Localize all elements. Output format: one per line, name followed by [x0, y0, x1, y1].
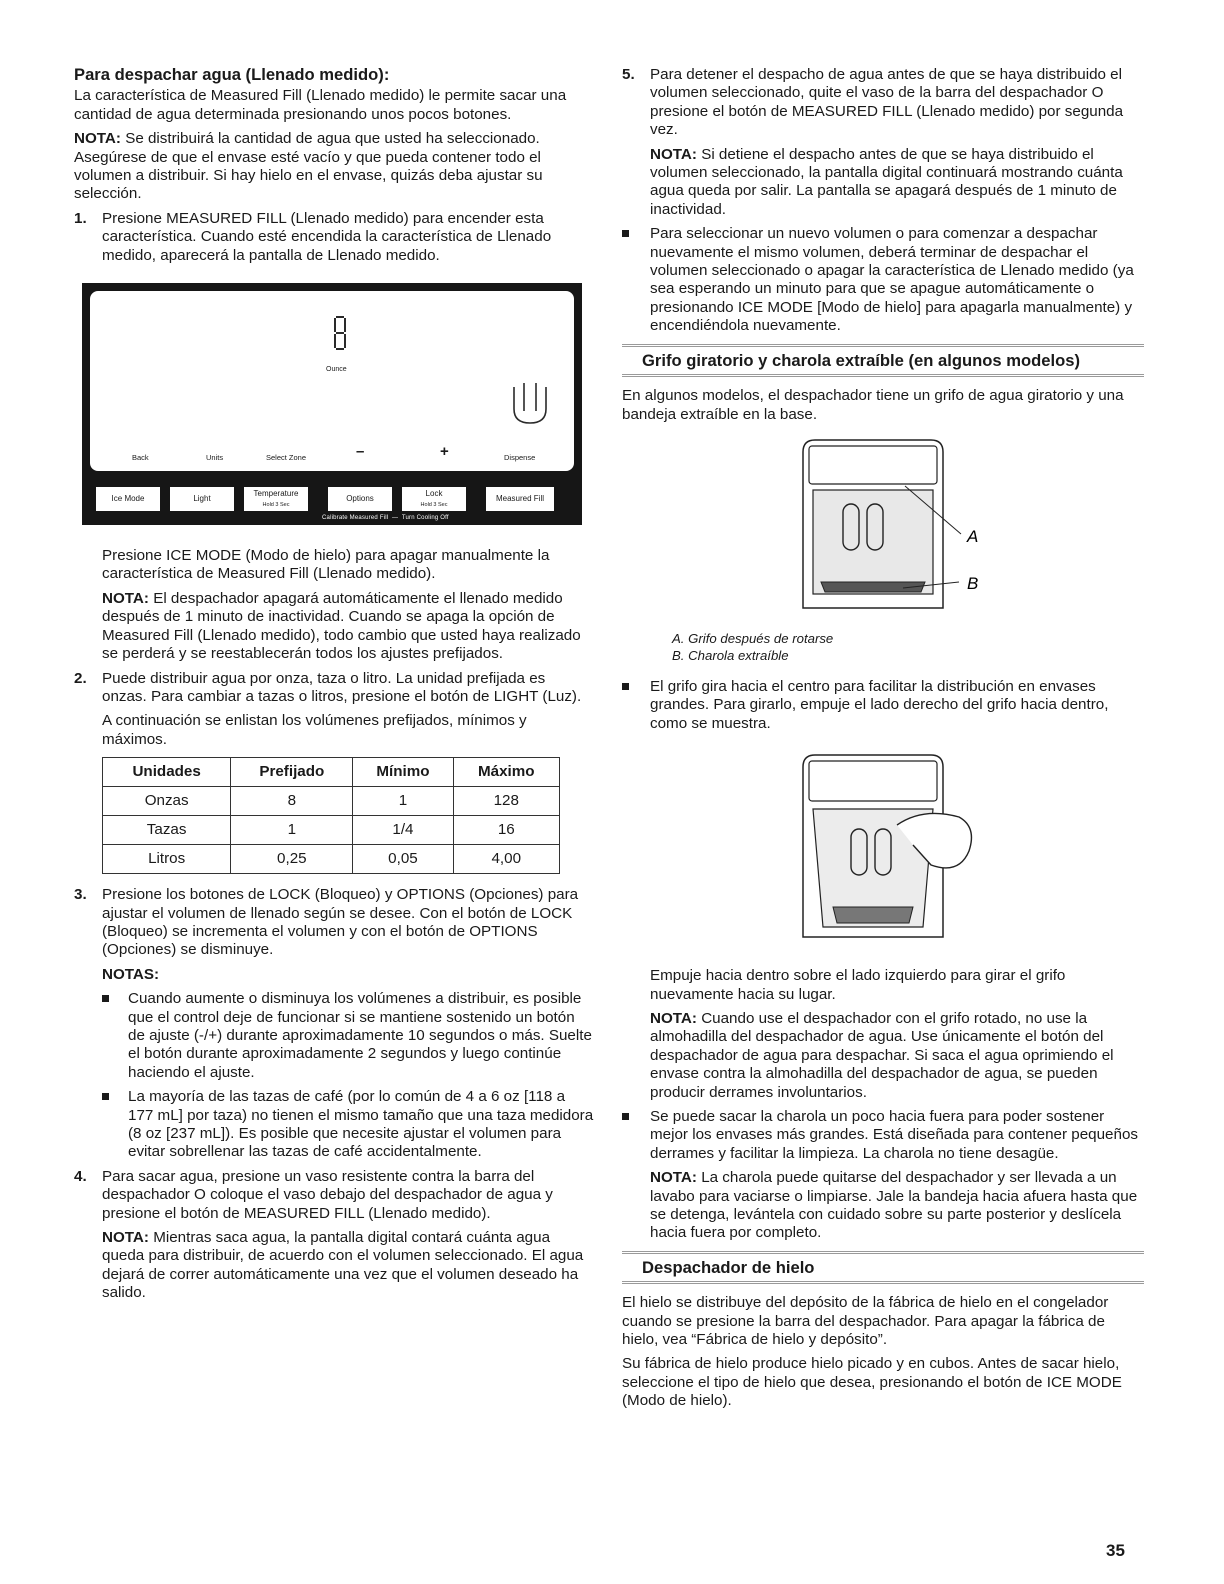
list-item	[622, 225, 1144, 335]
bullet-icon	[622, 683, 629, 690]
note-paragraph	[74, 130, 594, 204]
ice-paragraph-2: Su fábrica de hielo produce hielo picado y en cubos. Antes de sacar hielo, seleccione el tipo de hielo que desea, presionando el botón de ICE MODE (Modo de hielo).	[622, 1355, 1122, 1410]
step-2	[74, 670, 594, 707]
notas-label: NOTAS:	[102, 965, 160, 983]
section-heading-measured-fill: Para despachar agua (Llenado medido):	[74, 65, 390, 84]
step-1	[74, 210, 594, 265]
note-paragraph-5	[622, 146, 1144, 220]
list-item	[102, 1088, 594, 1162]
table-row	[103, 845, 560, 874]
control-panel-illustration	[82, 283, 582, 525]
section-heading-hielo: Despachador de hielo	[622, 1251, 1144, 1284]
caption-b: B. Charola extraíble	[672, 647, 789, 663]
note-paragraph-2	[74, 590, 594, 664]
caption-a: A. Grifo después de rotarse	[672, 630, 834, 646]
step-text: Presione MEASURED FILL (Llenado medido) para encender esta característica. Cuando esté encendida la característica de Llenado medido, aparecerá la pantalla de Llenado medido.	[102, 209, 552, 264]
step-text: Presione los botones de LOCK (Bloqueo) y OPTIONS (Opciones) para ajustar el volumen de llenado según se desee. Con el botón de LOCK (Bloqueo) se incrementa el volumen y con el botón de OPTIONS (Opciones) se disminuye.	[102, 886, 579, 959]
bullet-icon	[102, 995, 109, 1002]
select-zone-label[interactable]: Select Zone	[266, 453, 307, 463]
calibrate-label: Calibrate Measured Fill	[322, 515, 389, 522]
table-cell: 128	[453, 787, 559, 816]
table-header: Máximo	[453, 758, 559, 787]
plus-label[interactable]: +	[440, 443, 449, 461]
table-header: Prefijado	[231, 758, 353, 787]
calibrate-caption: Calibrate Measured Fill — Turn Cooling Off	[322, 515, 449, 522]
page-number: 35	[1106, 1541, 1125, 1560]
figure-caption	[672, 630, 1144, 664]
temperature-button[interactable]	[244, 487, 308, 511]
lock-button[interactable]	[402, 487, 466, 511]
right-column	[622, 66, 1144, 1417]
list-item	[622, 678, 1144, 733]
ice-mode-paragraph: Presione ICE MODE (Modo de hielo) para apagar manualmente la característica de Measured Fill (Llenado medido).	[102, 547, 550, 583]
measured-fill-button[interactable]: Measured Fill	[486, 487, 554, 511]
note-paragraph-rotated	[622, 1010, 1144, 1102]
note-text: El despachador apagará automáticamente el llenado medido después de 1 minuto de inactividad. Cuando se apaga la opción de Measured Fill (Llenado medido), todo cambio que usted haya realizado se perderá y se reestablecerán todos los ajustes prefijados.	[102, 589, 581, 663]
note-text: Mientras saca agua, la pantalla digital contará cuánta agua queda para distribuir, de acuerdo con el volumen seleccionado. El agua dejará de correr automáticamente una vez que el volumen deseado ha salido.	[102, 1229, 584, 1302]
panel-button-row	[96, 487, 572, 511]
push-back-paragraph: Empuje hacia dentro sobre el lado izquierdo para girar el grifo nuevamente hacia su lugar.	[650, 967, 1066, 1003]
section-heading-grifo: Grifo giratorio y charola extraíble (en algunos modelos)	[622, 344, 1144, 377]
note-label: NOTA:	[102, 589, 149, 607]
note-label: NOTA:	[74, 130, 121, 148]
dispense-label[interactable]: Dispense	[504, 453, 536, 463]
table-cell: 0,05	[353, 845, 453, 874]
step-4	[74, 1168, 594, 1223]
step-text: Para sacar agua, presione un vaso resistente contra la barra del despachador O coloque el vaso debajo del despachador de agua y presione el botón de MEASURED FILL (Llenado medido).	[102, 1167, 553, 1222]
table-header: Unidades	[103, 758, 231, 787]
note-label: NOTA:	[650, 145, 697, 163]
step-text: Para detener el despacho de agua antes de que se haya distribuido el volumen seleccionado, quite el vaso de la barra del despachador O presione el botón de MEASURED FILL (Llenado medido) por segunda vez.	[650, 66, 1124, 139]
light-button[interactable]: Light	[170, 487, 234, 511]
ice-paragraph-1: El hielo se distribuye del depósito de la fábrica de hielo en el congelador cuando se presione la barra del despachador. Para apagar la fábrica de hielo, vea “Fábrica de hielo y depósito”.	[622, 1294, 1109, 1349]
dispenser-figure-a-b	[763, 432, 1003, 622]
table-cell: 0,25	[231, 845, 353, 874]
table-header: Mínimo	[353, 758, 453, 787]
table-row	[103, 816, 560, 845]
note-paragraph-charola	[622, 1169, 1144, 1243]
dispenser-illustration	[763, 432, 1003, 622]
table-cell: Onzas	[103, 787, 231, 816]
note-paragraph-4	[74, 1229, 594, 1303]
step-number: 2.	[74, 669, 87, 687]
options-button[interactable]: Options	[328, 487, 392, 511]
lock-hold-label: Hold 3 Sec	[420, 502, 448, 509]
cup-icon	[510, 381, 550, 431]
note-text: La charola puede quitarse del despachador y ser llevada a un lavabo para vaciarse o limpiarse. Jale la bandeja hacia afuera hasta que se detenga, levántela con cuidado sobre su parte posterior y deslícela hacia fuera por completo.	[650, 1169, 1138, 1242]
dispenser-rotate-figure	[763, 747, 1003, 947]
step-number: 4.	[74, 1167, 87, 1185]
dispenser-rotate-illustration	[763, 747, 1003, 947]
table-cell: 1/4	[353, 816, 453, 845]
units-label[interactable]: Units	[206, 453, 224, 463]
ice-mode-button[interactable]: Ice Mode	[96, 487, 160, 511]
note-label: NOTA:	[650, 1009, 697, 1027]
bullet-icon	[102, 1093, 109, 1100]
table-row	[103, 787, 560, 816]
note-text: Se distribuirá la cantidad de agua que usted ha seleccionado. Asegúrese de que el envase esté vacío y que pueda contener todo el volumen a distribuir. Si hay hielo en el envase, quizás deba ajustar su selección.	[74, 130, 543, 203]
note-label: NOTA:	[102, 1229, 149, 1247]
volumes-intro: A continuación se enlistan los volúmenes prefijados, mínimos y máximos.	[102, 712, 527, 748]
list-item	[102, 990, 594, 1082]
table-cell: 4,00	[453, 845, 559, 874]
grifo-intro: En algunos modelos, el despachador tiene un grifo de agua giratorio y una bandeja extraíble en la base.	[622, 387, 1124, 423]
table-cell: Litros	[103, 845, 231, 874]
minus-label[interactable]: –	[356, 443, 365, 461]
bullet-icon	[622, 230, 629, 237]
list-item-text: Se puede sacar la charola un poco hacia fuera para poder sostener mejor los envases más grandes. Está diseñada para contener pequeños derrames y facilitar la limpieza. La charola no tiene desagüe.	[650, 1107, 1138, 1162]
list-item-text: Cuando aumente o disminuya los volúmenes a distribuir, es posible que el control deje de funcionar si se mantiene sostenido un botón de ajuste (-/+) durante aproximadamente 10 segundos o más. Suelte el botón durante aproximadamente 2 segundos y luego continúe haciendo el ajuste.	[128, 990, 592, 1081]
table-cell: 16	[453, 816, 559, 845]
seven-segment-digit	[334, 316, 346, 350]
label-a: A	[967, 526, 979, 546]
step-3	[74, 886, 594, 960]
list-item-text: El grifo gira hacia el centro para facilitar la distribución en envases grandes. Para girarlo, empuje el lado derecho del grifo hacia dentro, como se muestra.	[650, 677, 1109, 732]
cooling-label: Turn Cooling Off	[401, 515, 449, 522]
list-item-text: Para seleccionar un nuevo volumen o para comenzar a despachar nuevamente el mismo volumen, deberá terminar de despachar el volumen seleccionado o apagar la característica de Llenado medido (ya sea esperando un minuto para que se apague automáticamente o presionando ICE MODE [Modo de hielo] para apagarla manualmente) y encendiéndola nuevamente.	[650, 225, 1134, 335]
unit-label: Ounce	[326, 366, 347, 374]
note-text: Si detiene el despacho antes de que se haya distribuido el volumen seleccionado, la pantalla digital continuará mostrando cuánta agua queda por salir. La pantalla se apagará después de 1 minuto de inactividad.	[650, 145, 1123, 218]
table-cell: 1	[353, 787, 453, 816]
label-b: B	[967, 573, 979, 593]
left-column	[74, 66, 594, 1309]
temperature-hold-label: Hold 3 Sec	[262, 502, 290, 509]
list-item	[622, 1108, 1144, 1163]
intro-paragraph: La característica de Measured Fill (Llenado medido) le permite sacar una cantidad de agua determinada presionando unos pocos botones.	[74, 87, 567, 123]
temperature-label: Temperature	[253, 489, 299, 499]
step-5	[622, 66, 1144, 140]
step-number: 3.	[74, 886, 87, 904]
step-number: 1.	[74, 209, 87, 227]
step-text: Puede distribuir agua por onza, taza o litro. La unidad prefijada es onzas. Para cambiar a tazas o litros, presione el botón de LIGHT (Luz).	[102, 669, 582, 705]
notas-list	[74, 990, 594, 1162]
back-label[interactable]: Back	[132, 453, 149, 463]
lock-label: Lock	[425, 489, 443, 499]
note-label: NOTA:	[650, 1169, 697, 1187]
table-header-row	[103, 758, 560, 787]
step-number: 5.	[622, 66, 635, 83]
table-cell: Tazas	[103, 816, 231, 845]
table-cell: 8	[231, 787, 353, 816]
volume-table	[102, 757, 560, 874]
table-cell: 1	[231, 816, 353, 845]
list-item-text: La mayoría de las tazas de café (por lo común de 4 a 6 oz [118 a 177 mL] por taza) no tienen el mismo tamaño que una taza medidora (8 oz [237 mL]). Es posible que necesite ajustar el volumen para evitar sobrellenar las tazas de café accidentalmente.	[128, 1088, 594, 1161]
display-screen	[90, 291, 574, 471]
note-text: Cuando use el despachador con el grifo rotado, no use la almohadilla del despachador de agua. Use únicamente el botón del despachador de agua para despachar. Si saca el agua oprimiendo el envase contra la almohadilla del despachador de agua, se pueden producir derrames involuntarios.	[650, 1009, 1114, 1101]
bullet-icon	[622, 1113, 629, 1120]
